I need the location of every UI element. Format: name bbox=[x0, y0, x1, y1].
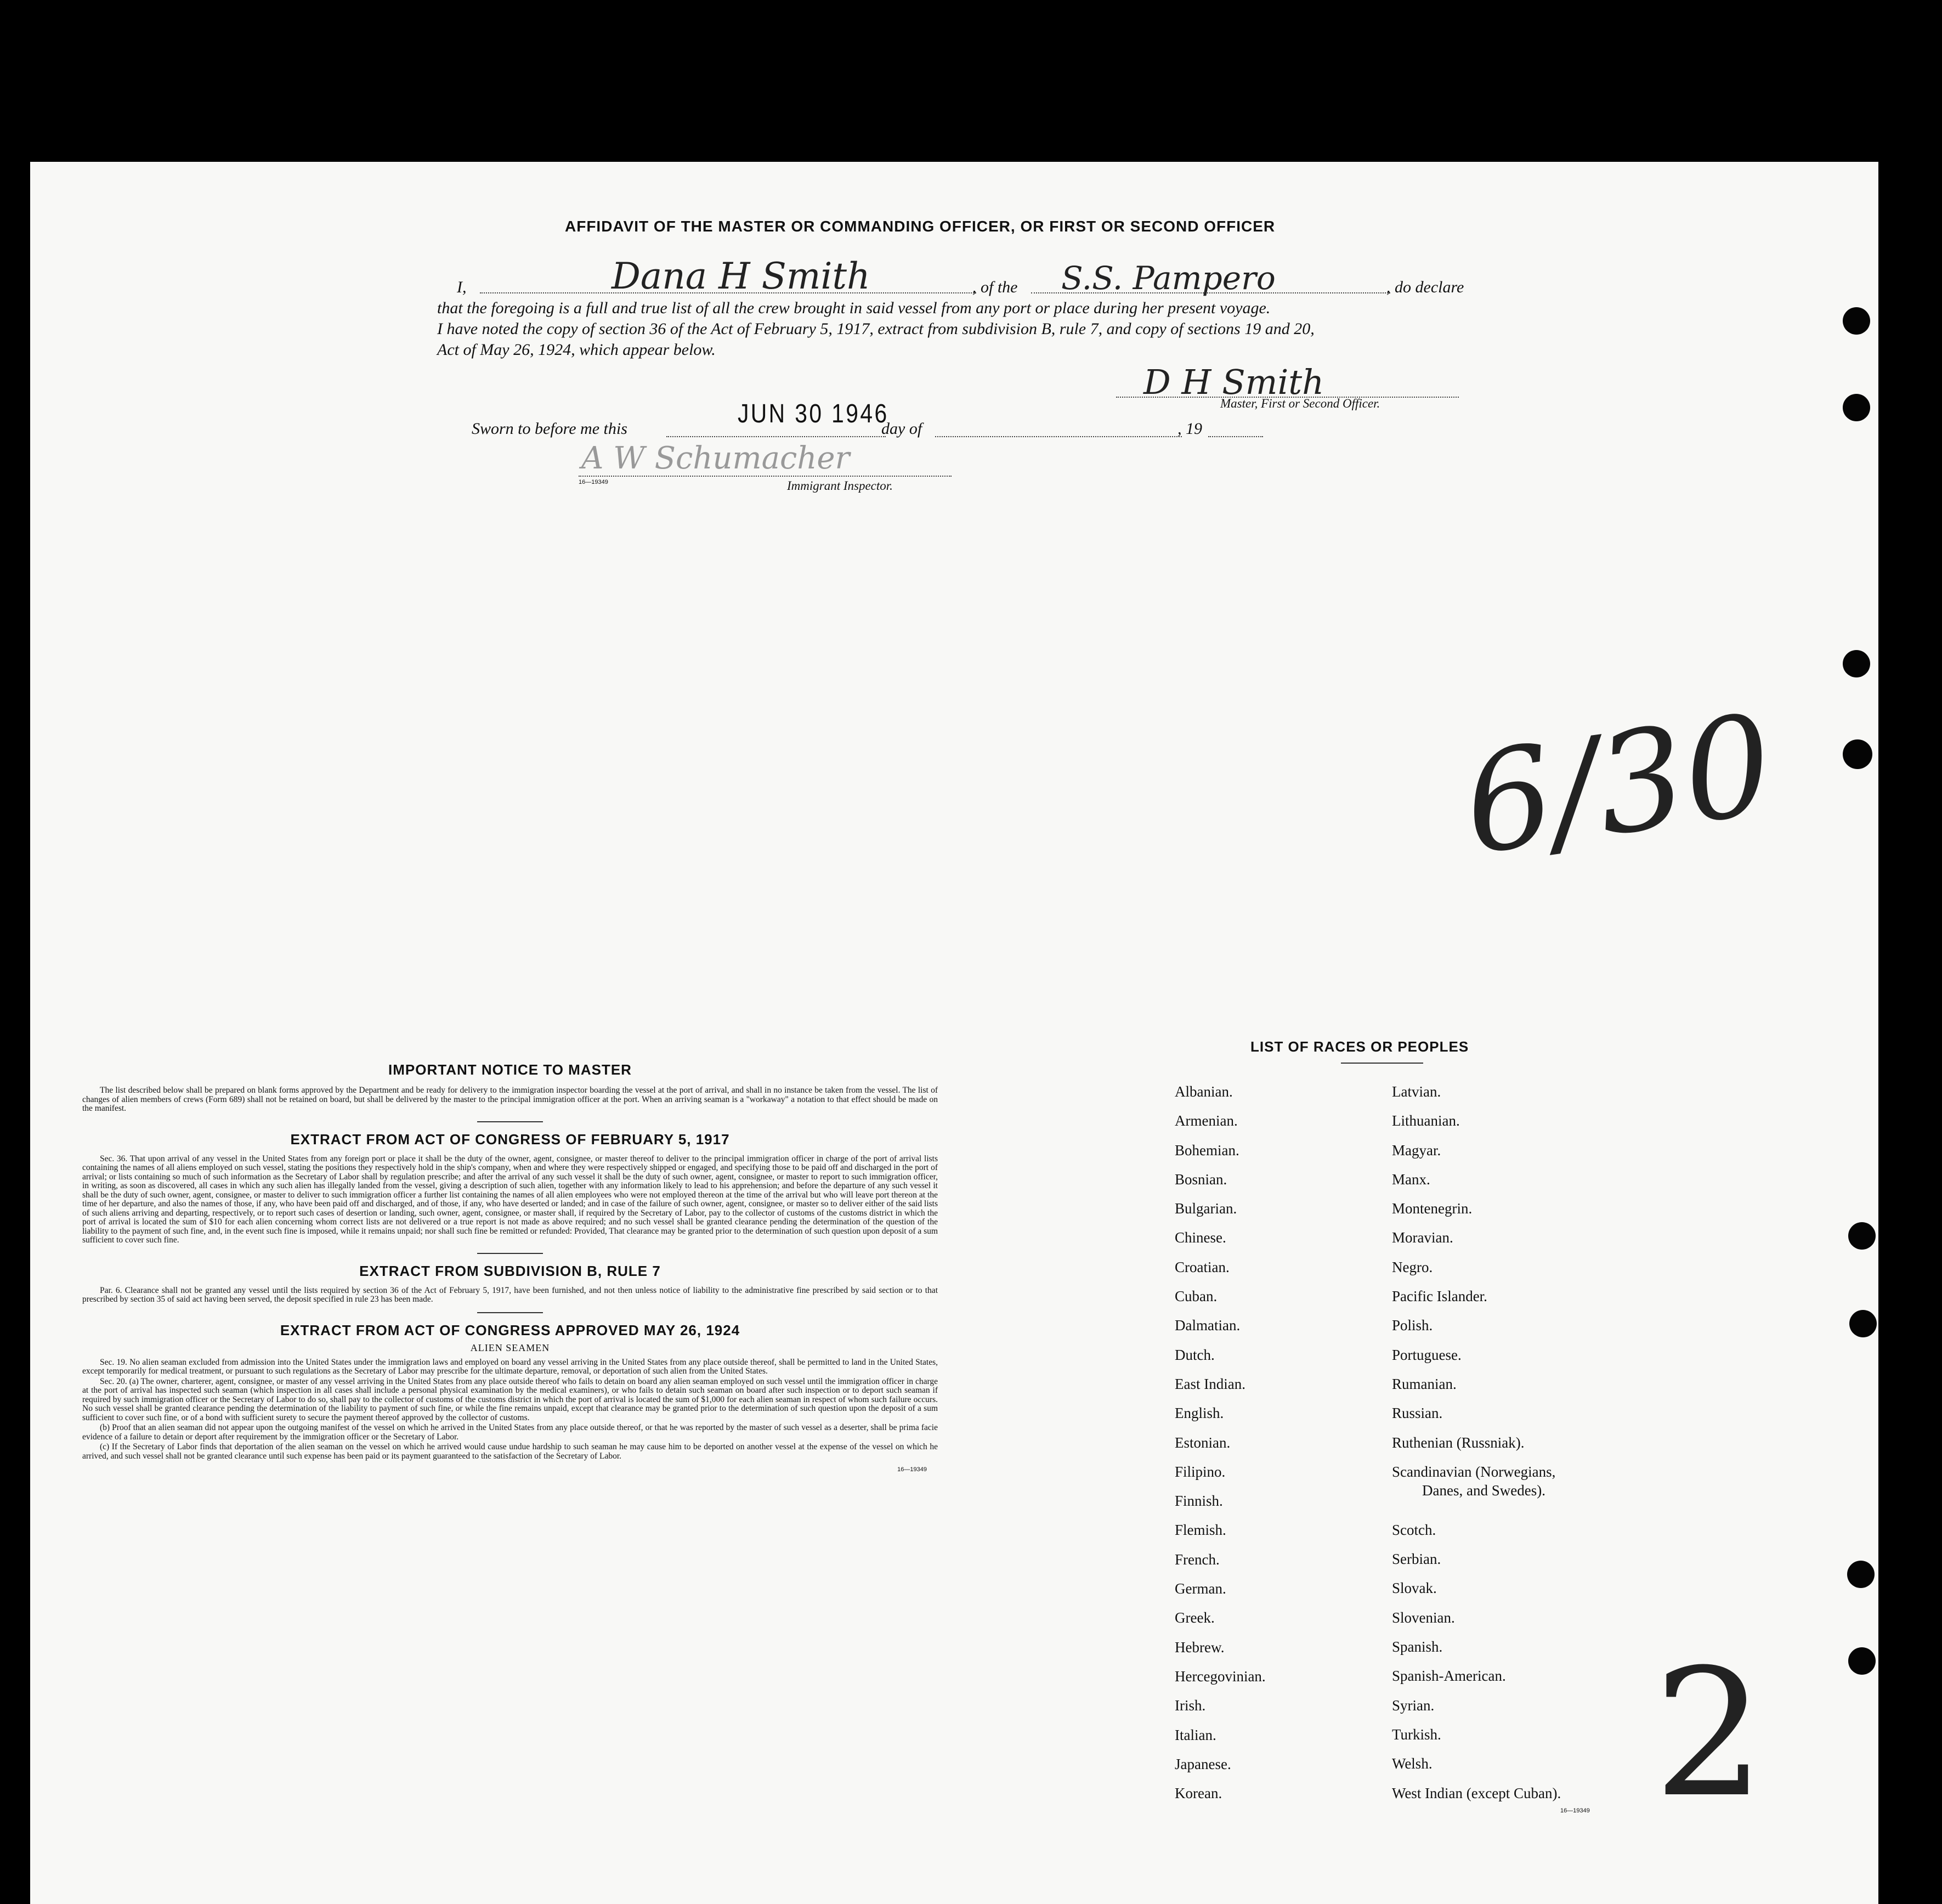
divider bbox=[477, 1312, 543, 1313]
race-item: Finnish. bbox=[1175, 1493, 1223, 1510]
race-item: Chinese. bbox=[1175, 1229, 1226, 1246]
race-item: Latvian. bbox=[1392, 1083, 1441, 1100]
extract-1924-body bbox=[82, 1358, 938, 1461]
master-signature-caption: Master, First or Second Officer. bbox=[1220, 397, 1380, 410]
race-item: Armenian. bbox=[1175, 1112, 1238, 1129]
race-item: Italian. bbox=[1175, 1726, 1216, 1743]
extract-form-number: 16—19349 bbox=[897, 1466, 927, 1473]
extract-1924-sec20c: (c) If the Secretary of Labor finds that deportation of the alien seaman on the vessel on which he arrived would cause undue hardship to such seaman he may cause him to be deported on another vessel at the expense of the vessel on which he arrived, and such vessel shall not be granted clearance until such expense has been paid or its payment guaranteed to the satisfaction of the Secretary of Labor. bbox=[82, 1442, 938, 1461]
race-item: English. bbox=[1175, 1405, 1224, 1422]
extract-rule7-body bbox=[82, 1286, 938, 1304]
extract-1924-subtitle: ALIEN SEAMEN bbox=[470, 1342, 550, 1353]
affidavit-body-line-4: Act of May 26, 1924, which appear below. bbox=[437, 341, 716, 359]
race-item: Russian. bbox=[1392, 1405, 1443, 1422]
race-item: Syrian. bbox=[1392, 1697, 1435, 1714]
affidavit-form-number: 16—19349 bbox=[579, 479, 608, 485]
race-item: Estonian. bbox=[1175, 1434, 1231, 1451]
race-item: Cuban. bbox=[1175, 1288, 1218, 1305]
extract-1924-title: EXTRACT FROM ACT OF CONGRESS APPROVED MAY 26, 1924 bbox=[280, 1321, 740, 1338]
extract-1924-sec20b: (b) Proof that an alien seaman did not appear upon the outgoing manifest of the vessel on which he arrived in the United States from any place outside thereof, or that he was reported by the master of such vessel as a deserter, shall be prima facie evidence of a failure to detain or deport after requirement by the immigration officer or the Secretary of Labor. bbox=[82, 1423, 938, 1442]
race-item: Japanese. bbox=[1175, 1755, 1231, 1772]
inspector-signature: A W Schumacher bbox=[581, 440, 850, 476]
affidavit-of-the-label: , of the bbox=[972, 278, 1018, 296]
race-item: Serbian. bbox=[1392, 1551, 1441, 1568]
sworn-month-line bbox=[935, 436, 1182, 437]
race-item: Lithuanian. bbox=[1392, 1112, 1460, 1129]
race-item: Polish. bbox=[1392, 1317, 1433, 1334]
race-item: Filipino. bbox=[1175, 1463, 1226, 1480]
binder-hole bbox=[1849, 1310, 1877, 1337]
master-signature: D H Smith bbox=[1143, 362, 1324, 402]
race-item: Hercegovinian. bbox=[1175, 1668, 1266, 1685]
inspector-caption: Immigrant Inspector. bbox=[787, 479, 893, 493]
binder-hole bbox=[1843, 307, 1870, 335]
race-item: Rumanian. bbox=[1392, 1375, 1457, 1392]
affidavit-body-line-3: I have noted the copy of section 36 of the Act of February 5, 1917, extract from subdivision B, rule 7, and copy of sections 19 and 20, bbox=[437, 320, 1315, 338]
binder-hole bbox=[1848, 1222, 1876, 1250]
race-item: Scandinavian (Norwegians, bbox=[1392, 1463, 1556, 1480]
extract-rule7-title: EXTRACT FROM SUBDIVISION B, RULE 7 bbox=[359, 1262, 661, 1279]
year-prefix-label: , 19 bbox=[1177, 420, 1202, 438]
affidavit-do-declare-label: , do declare bbox=[1386, 278, 1464, 296]
race-item: Scotch. bbox=[1392, 1521, 1436, 1538]
race-item: West Indian (except Cuban). bbox=[1392, 1784, 1561, 1801]
race-item: Dutch. bbox=[1175, 1346, 1215, 1363]
race-item: Manx. bbox=[1392, 1171, 1430, 1188]
race-item: Spanish-American. bbox=[1392, 1668, 1506, 1685]
binder-hole bbox=[1843, 650, 1870, 677]
divider bbox=[477, 1121, 543, 1122]
race-item: Negro. bbox=[1392, 1258, 1433, 1275]
binder-hole bbox=[1843, 394, 1870, 421]
race-item: Hebrew. bbox=[1175, 1639, 1225, 1656]
race-item: Danes, and Swedes). bbox=[1422, 1482, 1545, 1499]
race-item: Albanian. bbox=[1175, 1083, 1233, 1100]
extract-1917-body bbox=[82, 1155, 938, 1245]
race-item: Magyar. bbox=[1392, 1142, 1441, 1159]
race-item: Dalmatian. bbox=[1175, 1317, 1241, 1334]
extract-1924-sec19: Sec. 19. No alien seaman excluded from admission into the United States under the immigration laws and employed on board any vessel arriving in the United States from any place outside thereof, shall be permitted to land in the United States, except temporarily for medical treatment, or pursuant to such regulations as the Secretary of Labor may prescribe for the ultimate departure, removal, or deportation of such alien from the United States. bbox=[82, 1357, 938, 1376]
notice-text: The list described below shall be prepared on blank forms approved by the Department and be ready for delivery to the immigration inspector boarding the vessel at the port of arrival, and shall in no instance be taken from the vessel. The list of changes of alien members of crews (Form 689) shall not be retained on board, but shall be delivered by the master to the principal immigration officer at the port. When an arriving seaman is a "workaway" a notation to that effect should be made on the manifest. bbox=[82, 1086, 938, 1113]
sworn-day-line bbox=[666, 436, 886, 437]
races-column-2 bbox=[1392, 1083, 1561, 1814]
race-item: Greek. bbox=[1175, 1609, 1215, 1626]
notice-section bbox=[82, 1061, 938, 1473]
race-item: Spanish. bbox=[1392, 1639, 1443, 1656]
race-item: Pacific Islander. bbox=[1392, 1288, 1487, 1305]
affidavit-i-label: I, bbox=[457, 278, 467, 296]
binder-hole bbox=[1847, 1561, 1875, 1588]
document-page bbox=[30, 162, 1878, 1904]
race-item: French. bbox=[1175, 1551, 1220, 1568]
race-item: Welsh. bbox=[1392, 1755, 1433, 1772]
inspector-signature-line bbox=[579, 476, 952, 477]
handwritten-page-number: 2 bbox=[1654, 1632, 1765, 1836]
races-title-rule bbox=[1341, 1063, 1423, 1064]
extract-1917-text: Sec. 36. That upon arrival of any vessel in the United States from any foreign port or place it shall be the duty of the owner, agent, consignee, or master thereof to deliver to the principal immigration officer in charge of the port of arrival lists containing the names of all aliens employed on such vessel, stating the positions they respectively hold in the ship's company, when and where they were respectively shipped or engaged, and specifying those to be paid off and discharged in the port of arrival; or lists containing so much of such information as the Secretary of Labor shall by regulation prescribe; and after the arrival of any such vessel it shall be the duty of such owner, agent, consignee, or master to report to such immigration officer, in writing, as soon as discovered, all cases in which any such alien has illegally landed from the vessel, giving a description of such alien, together with any information likely to lead to his apprehension; and before the departure of any such vessel it shall be the duty of such owner, agent, consignee, or master to deliver to such immigration officer a further list containing the names of all alien employees who were not employed thereon at the time of the arrival but who will leave port thereon at the time of her departure, and also the names of those, if any, who have been paid off and discharged, and of those, if any, who have deserted or landed; and in case of the failure of such owner, agent, consignee, or master so to deliver either of the said lists of such aliens arriving and departing, respectively, or to report such cases of desertion or landing, such owner, agent, consignee, or master shall, if required by the Secretary of Labor, pay to the collector of customs of the customs district in which the port of arrival is located the sum of $10 for each alien concerning whom correct lists are not delivered or a true report is not made as above required; and no such vessel shall be granted clearance pending the determination of the question of the liability to the payment of such fine, and, in the event such fine is imposed, while it remains unpaid; nor shall such fine be remitted or refunded: Provided, That clearance may be granted prior to the determination of such question upon deposit of a sum sufficient to cover such fine. bbox=[82, 1154, 938, 1245]
sworn-date-stamp: JUN 30 1946 bbox=[738, 399, 889, 428]
race-item: East Indian. bbox=[1175, 1375, 1245, 1392]
race-item: Bohemian. bbox=[1175, 1142, 1239, 1159]
master-name-handwriting: Dana H Smith bbox=[612, 255, 870, 297]
affidavit-title: AFFIDAVIT OF THE MASTER OR COMMANDING OFFICER, OR FIRST OR SECOND OFFICER bbox=[565, 218, 1276, 235]
sworn-label: Sworn to before me this bbox=[472, 420, 627, 438]
binder-hole bbox=[1848, 1647, 1876, 1675]
race-item: Bosnian. bbox=[1175, 1171, 1227, 1188]
race-item: Croatian. bbox=[1175, 1258, 1230, 1275]
race-item: Flemish. bbox=[1175, 1522, 1226, 1539]
divider bbox=[477, 1253, 543, 1254]
race-item: Irish. bbox=[1175, 1697, 1206, 1714]
extract-1924-sec20a: Sec. 20. (a) The owner, charterer, agent, consignee, or master of any vessel arriving in the United States from any place outside thereof who fails to detain on board any alien seaman employed on such vessel until the immigration officer in charge at the port of arrival has inspected such seaman (which inspection in all cases shall include a personal physical examination by the medical examiners), or who fails to detain such seaman on board after such inspection or to deport such seaman if required by such immigration officer or the Secretary of Labor to do so, shall pay to the collector of customs of the customs district in which the port of arrival is located the sum of $1,000 for each alien seaman in respect of whom such failure occurs. No such vessel shall be granted clearance pending the determination of the liability to payment of such fine, or while the fine remains unpaid, except that clearance may be granted prior to the determination of such question upon the deposit of a sum sufficient to cover such fine, or of a bond with sufficient surety to secure the payment thereof approved by the collector of customs. bbox=[82, 1376, 938, 1422]
race-item: Slovak. bbox=[1392, 1580, 1437, 1597]
race-item: Korean. bbox=[1175, 1785, 1222, 1802]
race-item: German. bbox=[1175, 1580, 1226, 1597]
race-item: Turkish. bbox=[1392, 1726, 1441, 1743]
races-form-number: 16—19349 bbox=[1560, 1807, 1590, 1814]
binder-hole bbox=[1843, 739, 1872, 769]
race-item: Bulgarian. bbox=[1175, 1200, 1237, 1217]
race-item: Slovenian. bbox=[1392, 1609, 1455, 1626]
notice-body bbox=[82, 1086, 938, 1114]
races-column-1 bbox=[1175, 1083, 1266, 1814]
extract-rule7-text: Par. 6. Clearance shall not be granted any vessel until the lists required by section 36 of the Act of February 5, 1917, have been furnished, and not then unless notice of liability to the administrative fine prescribed by said section or to that prescribed by section 35 of said act having been served, the deposit specified in rule 23 has been made. bbox=[82, 1285, 938, 1304]
race-item: Moravian. bbox=[1392, 1229, 1453, 1246]
day-of-label: day of bbox=[881, 420, 922, 438]
extract-1917-title: EXTRACT FROM ACT OF CONGRESS OF FEBRUARY 5, 1917 bbox=[290, 1131, 730, 1148]
vessel-name-handwriting: S.S. Pampero bbox=[1061, 259, 1276, 297]
races-title: LIST OF RACES OR PEOPLES bbox=[1250, 1038, 1469, 1055]
race-item: Montenegrin. bbox=[1392, 1200, 1473, 1217]
race-item: Ruthenian (Russniak). bbox=[1392, 1434, 1525, 1451]
handwritten-date-note: 6/30 bbox=[1454, 684, 1782, 885]
notice-title: IMPORTANT NOTICE TO MASTER bbox=[388, 1061, 632, 1078]
sworn-year-line bbox=[1208, 436, 1263, 437]
race-item: Portuguese. bbox=[1392, 1346, 1462, 1363]
affidavit-body-line-2: that the foregoing is a full and true list of all the crew brought in said vessel from any port or place during her present voyage. bbox=[437, 299, 1271, 317]
